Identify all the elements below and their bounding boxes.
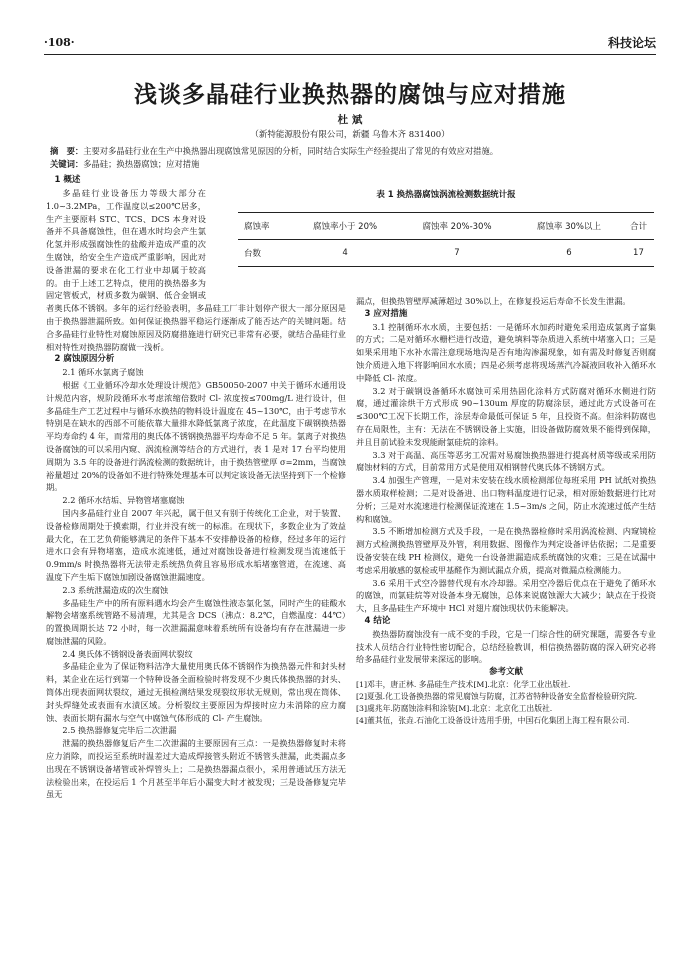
page-header (44, 32, 656, 55)
table-header-cell: 腐蚀率 20%-30% (399, 213, 515, 240)
table-cell: 7 (399, 240, 515, 267)
abstract (50, 145, 650, 158)
abstract-block (50, 145, 650, 171)
author: 杜 斌 (337, 114, 363, 126)
reference-item: [1]邓丰，唐正林. 多晶硅生产技术[M].北京：化学工业出版社. (356, 679, 571, 689)
paragraph-3-1: 3.1 控制循环水水质，主要包括：一是循环水加药时避免采用造成氯离子富集的方式；二是对循环水栅栏进行改造，避免填料等杂质进入系统中堵塞入口；三是如果采用地下水补水需注意现场地沟是否有地沟渗漏现象，如有需及时修复否则腐蚀介质进入地下将影响回水水质；四是必须考虑将现场蒸汽冷凝液回收补入循环水中降低 Cl- 浓度。 (356, 321, 656, 383)
paragraph-2-5: 泄漏的换热器修复后产生二次泄漏的主要原因有三点：一是换热器修复时未将应力消除，而投运至系统时温差过大造成焊接管头附近不锈管头泄漏，此类漏点多出现在不锈钢设备堵管或补焊管头上；二是换热器漏点很小，采用普通试压方法无法检验出来，在投运后 1 个月甚至半年后小漏变大时才被发现；三是设备修复完毕虽无 (46, 738, 346, 800)
section-heading-1: 1 概述 (54, 175, 81, 185)
left-column (46, 187, 346, 801)
paragraph-2-4: 多晶硅企业为了保证物料洁净大量使用奥氏体不锈钢作为换热器元件和封头材料，某企业在运行到第一个特种设备全面检验时将发现不少奥氏体换热器的封头、筒体出现表面网状裂纹，通过无损检测结果发现裂纹形状无规则，常出现在筒体、封头焊缝处或表面有水渍区域。分析裂纹主要原因为焊接时应力未消除的应力腐蚀、表面长期有漏水与空气中腐蚀气体形成的 Cl- 产生腐蚀。 (46, 661, 346, 723)
abstract-text: 主要对多晶硅行业在生产中换热器出现腐蚀常见原因的分析，同时结合实际生产经验提出了常见的有效应对措施。 (83, 146, 499, 156)
affiliation: （新特能源股份有限公司，新疆 乌鲁木齐 831400） (250, 130, 450, 140)
paragraph-2-1: 根据《工业循环冷却水处理设计规范》GB50050-2007 中关于循环水通用设计规范内容，规阶段循环水考虑浓缩倍数时 Cl- 浓度按≤700mg/L 进行设计，但多晶硅生产工艺过程中与循环水换热的物料设计温度在 45~130℃，由于考虑节水特别是在缺水的西部不可能依靠大量排水降低氯离子浓度，在此温度下碳钢换热器平均寿命约 4 年，而常用的奥氏体不锈钢换热器平均寿命不足 5 年。氯离子对换热设备腐蚀的可以采用内窥、涡流检测等结合的方式进行，表 1 是对 17 台平均使用周期为 3.5 年的设备进行涡流检测的数据统计，由于换热管壁厚 σ=2mm，当腐蚀裕量超过 20%的设备如不进行特殊处理基本可以判定该设备无法坚持到下一个检修期。 (46, 379, 346, 493)
paragraph-3-2: 3.2 对于碳钢设备循环水腐蚀可采用热固化涂料方式防腐对循环水侧进行防腐，通过灌涂烘干方式形成 90~130um 厚度的防腐涂层，通过此方式设备可在≤300℃工况下长期工作，涂层寿命最低可保证 5 年，且投资不高。但涂料防腐也存在局限性，主有：无法在不锈钢设备上实施，旧设备做防腐效果不能得到保障，并且目前试验未发现能耐氯硅烷的涂料。 (356, 385, 656, 447)
section-name: 科技论坛 (607, 36, 656, 50)
table-1 (238, 188, 654, 267)
keywords (50, 158, 650, 171)
paragraph-3-5: 3.5 不断增加检测方式及手段，一是在换热器检修时采用涡流检测、内窥镜检测方式检测换热管壁厚及外管，利用数据、图像作为判定设备评估依据；二是重要设备安装在线 PH 检测仪，避免一台设备泄漏造成系统腐蚀的灾难；三是在试漏中考虑采用敏感的氨检或甲基醛作为测试漏点介质，提高对微漏点检测能力。 (356, 526, 656, 575)
table-row (238, 240, 654, 267)
subheading-2-5: 2.5 换热器修复完毕后二次泄漏 (62, 725, 177, 736)
section-heading-3: 3 应对措施 (364, 308, 408, 319)
abstract-label: 摘 要： (50, 146, 84, 156)
table-header-cell: 腐蚀率小于 20% (291, 213, 399, 240)
section-heading-4: 4 结论 (364, 615, 391, 626)
table-cell: 4 (291, 240, 399, 267)
paragraph-2-5-cont: 漏点，但换热管壁厚减薄超过 30%以上，在修复投运后寿命不长发生泄漏。 (356, 296, 631, 306)
paragraph-4: 换热器防腐蚀没有一成不变的手段，它是一门综合性的研究课题，需要各专业技术人员结合行业特性密切配合，总结经验教训，相信换热器防腐的深入研究必将给多晶硅行业发展带来深远的影响。 (356, 628, 656, 665)
table-header-cell: 腐蚀率 (238, 213, 291, 240)
table-header-row (238, 213, 654, 240)
reference-item: [3]虞兆年.防腐蚀涂料和涂装[M].北京：北京化工出版社. (356, 703, 553, 713)
paragraph-3-6: 3.6 采用干式空冷器替代现有水冷却器。采用空冷器后优点在于避免了循环水的腐蚀，而氯硅烷等对设备本身无腐蚀，总体来说腐蚀源大大减少；缺点在于投资大，且多晶硅生产环境中 HCl 对翅片腐蚀现状仍未能解决。 (356, 577, 656, 614)
paragraph-2-2: 国内多晶硅行业自 2007 年兴起，属于但又有别于传统化工企业，对于装置、设备检修周期处于摸索期，行业并没有统一的标准。在现状下，多数企业为了效益最大化，在工艺负荷能够满足的条件下基本不安排静设备的检修，经过多年的运行进水口会有异物堵塞，造成水流速低，通过对腐蚀设备进行检测发现当流速低于 0.9mm/s 时换热器将无法带走系统热负荷且容易形成水垢堵塞管道，在流速、高温度下产生垢下腐蚀加剧设备腐蚀泄漏速度。 (46, 507, 346, 582)
reference-item: [4]董其伍，张垚.石油化工设备设计选用手册，中国石化集团上海工程有限公司. (356, 715, 630, 725)
subheading-2-4: 2.4 奥氏体不锈钢设备表面网状裂纹 (62, 648, 193, 659)
right-column (356, 295, 656, 727)
paper-title: 浅谈多晶硅行业换热器的腐蚀与应对措施 (134, 82, 566, 108)
corrosion-table (238, 212, 654, 267)
references-title: 参考文献 (488, 667, 523, 678)
references (356, 666, 656, 727)
reference-item: [2]夏强.化工设备换热器的常见腐蚀与防腐，江苏省特种设备安全监督检验研究院. (356, 691, 638, 701)
paragraph-2-3: 多晶硅生产中的所有原料遇水均会产生腐蚀性液态氯化氢，同时产生的硅酸水解物会堵塞系统管路不易清理，尤其是含 DCS（沸点：8.2℃，自燃温度：44℃）的置换周期长达 72 小时，每一次泄漏漏意味着系统所有设备均有存在泄漏进一步腐蚀泄漏的风险。 (46, 597, 346, 646)
overview-text: 多晶硅行业设备压力等级大部分在 1.0~3.2MPa，工作温度以≤200℃居多，生产主要原料 STC、TCS、DCS 本身对设备并不具备腐蚀性，但在遇水时均会产生氯化氢并形成强腐蚀性的盐酸并造成严重的次生腐蚀，给安全生产造成严重影响，因此对设备泄漏的要求在化工行业中却属于较高的。由于上述工艺特点，使用的换热器多为固定管板式，材质多数为碳钢、低合金钢或者奥氏体不锈钢。多年的运行经验表明，多晶硅工厂非计划停产很大一部分原因是由于换热器泄漏所致。如何保证换热器平稳运行逐渐成了能否达产的关键问题。结合多晶硅行业特性对腐蚀原因及防腐措施进行研究已非常有必要，就结合晶硅行业相对特性对换热器防腐做一浅析。 (46, 188, 346, 352)
keywords-label: 关键词： (50, 159, 84, 169)
table-header-cell: 腐蚀率 30%以上 (515, 213, 623, 240)
table-cell: 17 (623, 240, 654, 267)
page-number: ·108· (44, 36, 75, 49)
table-caption: 表 1 换热器腐蚀涡流检测数据统计报 (376, 190, 516, 200)
paragraph-3-3: 3.3 对于高温、高压等恶劣工况需对易腐蚀换热器进行提高材质等级或采用防腐蚀材料的方式，目前常用方式是使用双相钢替代奥氏体不锈钢方式。 (356, 449, 656, 473)
subheading-2-1: 2.1 循环水氯离子腐蚀 (62, 367, 144, 378)
paragraph-3-4: 3.4 加强生产管理，一是对未安装在线水质检测部位每班采用 PH 试纸对换热器水质取样检测；二是对设备进、出口物料温度进行记录，相对原始数据进行比对分析；三是对水流速进行检测保证流速在 1.5~3m/s 之间，防止水流速过低产生结构和腐蚀。 (356, 475, 656, 524)
section-heading-2: 2 腐蚀原因分析 (54, 354, 115, 365)
subheading-2-3: 2.3 系统泄漏造成的次生腐蚀 (62, 584, 169, 595)
left-column-top (46, 174, 214, 187)
keywords-text: 多晶硅；换热器腐蚀；应对措施 (83, 159, 200, 169)
subheading-2-2: 2.2 循环水结垢、异物管堵塞腐蚀 (62, 495, 185, 506)
table-cell: 6 (515, 240, 623, 267)
table-cell: 台数 (238, 240, 291, 267)
table-header-cell: 合计 (623, 213, 654, 240)
